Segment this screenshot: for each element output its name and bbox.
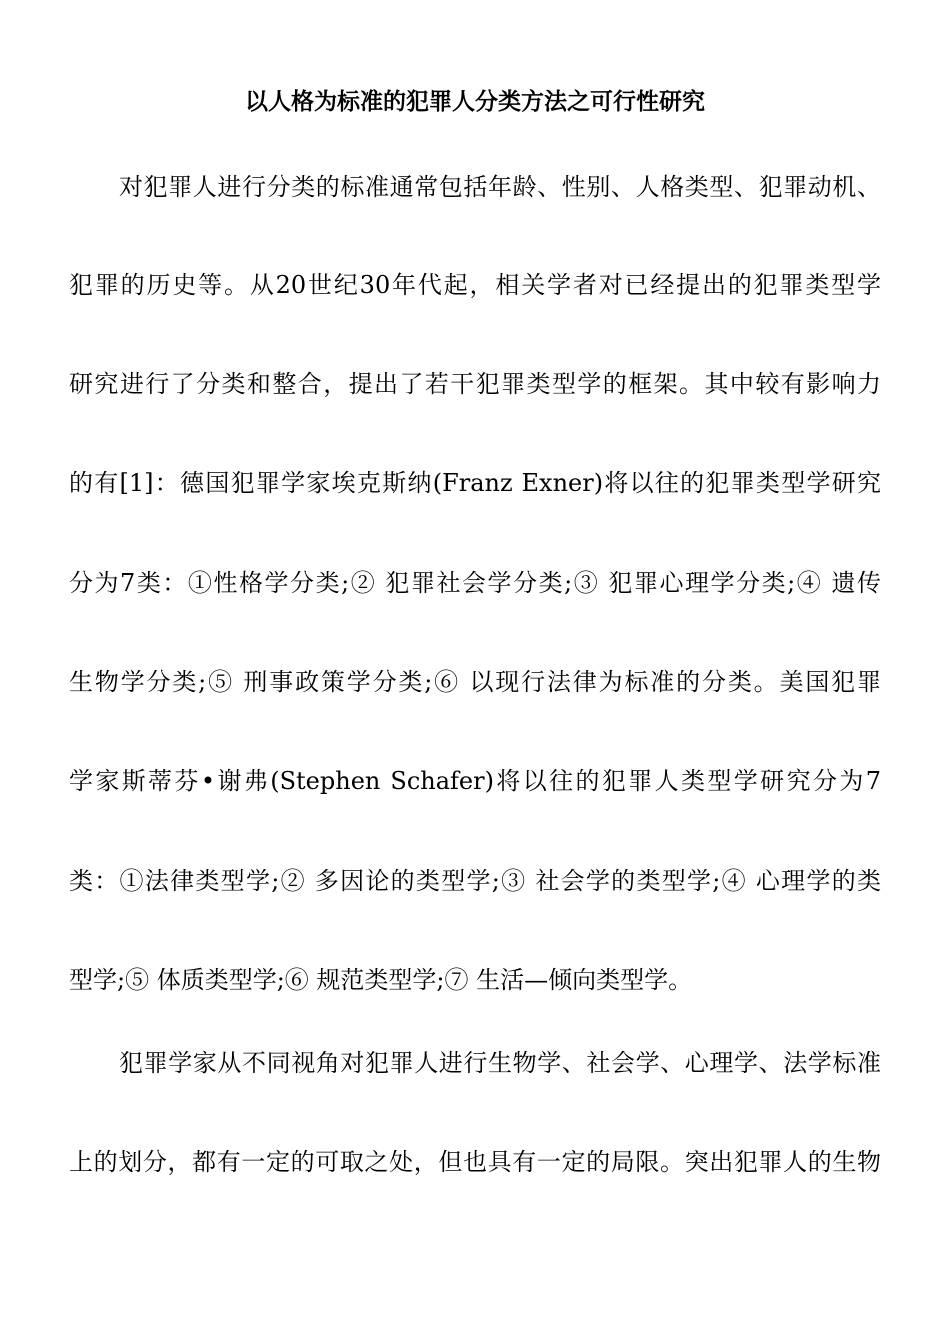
paragraph-line: 研究进行了分类和整合，提出了若干犯罪类型学的框架。其中较有影响力: [69, 370, 881, 398]
document-title: 以人格为标准的犯罪人分类方法之可行性研究: [245, 89, 705, 115]
paragraph-line: 犯罪的历史等。从20世纪30年代起，相关学者对已经提出的犯罪类型学: [69, 271, 881, 299]
paragraph-line: 分为7类：①性格学分类;② 犯罪社会学分类;③ 犯罪心理学分类;④ 遗传: [69, 569, 881, 597]
paragraph-line: 上的划分，都有一定的可取之处，但也具有一定的局限。突出犯罪人的生物: [69, 1148, 881, 1176]
paragraph-line: 型学;⑤ 体质类型学;⑥ 规范类型学;⑦ 生活—倾向类型学。: [69, 966, 693, 994]
paragraph-line: 生物学分类;⑤ 刑事政策学分类;⑥ 以现行法律为标准的分类。美国犯罪: [69, 668, 881, 696]
paragraph-line: 对犯罪人进行分类的标准通常包括年龄、性别、人格类型、犯罪动机、: [119, 173, 881, 201]
paragraph-line: 类：①法律类型学;② 多因论的类型学;③ 社会学的类型学;④ 心理学的类: [69, 867, 881, 895]
paragraph-line: 的有[1]：德国犯罪学家埃克斯纳(Franz Exner)将以往的犯罪类型学研究: [69, 469, 881, 497]
paragraph-line: 犯罪学家从不同视角对犯罪人进行生物学、社会学、心理学、法学标准: [119, 1049, 881, 1077]
paragraph-line: 学家斯蒂芬•谢弗(Stephen Schafer)将以往的犯罪人类型学研究分为7: [69, 767, 881, 795]
